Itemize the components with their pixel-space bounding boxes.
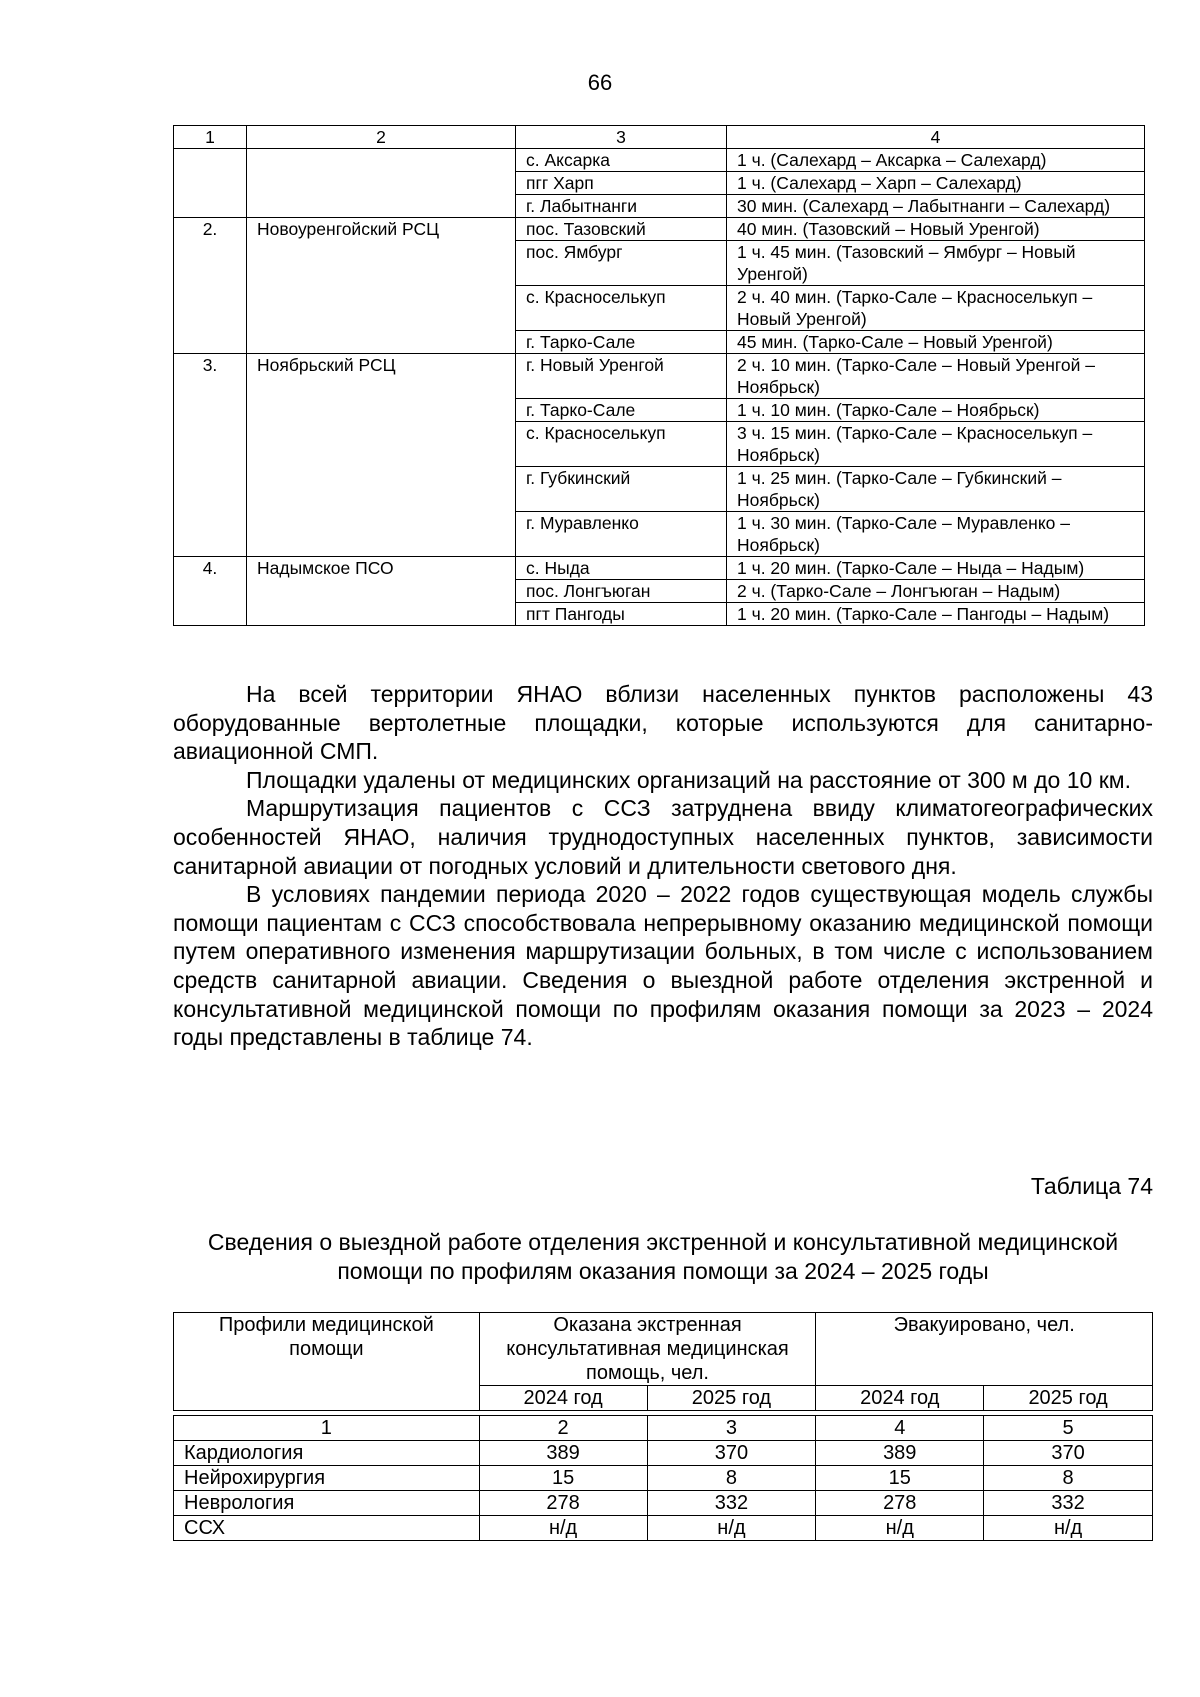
row-number — [174, 149, 247, 218]
row-number: 4. — [174, 557, 247, 626]
place-cell: г. Тарко-Сале — [516, 399, 727, 422]
center-name: Новоуренгойский РСЦ — [247, 218, 516, 354]
time-cell: 2 ч. 10 мин. (Тарко-Сале – Новый Уренгой – Ноябрьск) — [727, 354, 1145, 399]
column-number: 4 — [816, 1416, 984, 1441]
header-profile: Профили медицинской помощи — [174, 1313, 480, 1411]
table-row — [174, 1441, 1153, 1466]
place-cell: г. Лабытнанги — [516, 195, 727, 218]
center-name: Ноябрьский РСЦ — [247, 354, 516, 557]
place-cell: пгт Пангоды — [516, 603, 727, 626]
column-number: 1 — [174, 1416, 480, 1441]
header-year: 2025 год — [647, 1386, 816, 1411]
table-row — [174, 1516, 1153, 1541]
time-cell: 2 ч. (Тарко-Сале – Лонгъюган – Надым) — [727, 580, 1145, 603]
value-cell: 389 — [816, 1441, 984, 1466]
header-cell: 1 — [174, 126, 247, 149]
time-cell: 1 ч. 30 мин. (Тарко-Сале – Муравленко – Ноябрьск) — [727, 512, 1145, 557]
place-cell: пос. Лонгъюган — [516, 580, 727, 603]
row-number: 3. — [174, 354, 247, 557]
time-cell: 30 мин. (Салехард – Лабытнанги – Салехард) — [727, 195, 1145, 218]
value-cell: 370 — [984, 1441, 1153, 1466]
paragraph: Маршрутизация пациентов с ССЗ затруднена ввиду климатогеографических особенностей ЯНАО, наличия труднодоступных населенных пунктов, зависимости санитарной авиации от погодных условий и длительности светового дня. — [173, 795, 1153, 879]
time-cell: 1 ч. 20 мин. (Тарко-Сале – Пангоды – Надым) — [727, 603, 1145, 626]
place-cell: г. Тарко-Сале — [516, 331, 727, 354]
value-cell: 8 — [984, 1466, 1153, 1491]
time-cell: 1 ч. 20 мин. (Тарко-Сале – Ныда – Надым) — [727, 557, 1145, 580]
table-row — [174, 354, 1145, 399]
header-cell: 2 — [247, 126, 516, 149]
header-cell: 3 — [516, 126, 727, 149]
place-cell: с. Аксарка — [516, 149, 727, 172]
value-cell: н/д — [647, 1516, 816, 1541]
time-cell: 3 ч. 15 мин. (Тарко-Сале – Красноселькуп – Ноябрьск) — [727, 422, 1145, 467]
body-text — [173, 680, 1153, 1052]
time-cell: 40 мин. (Тазовский – Новый Уренгой) — [727, 218, 1145, 241]
place-cell: пос. Тазовский — [516, 218, 727, 241]
paragraph: Площадки удалены от медицинских организаций на расстояние от 300 м до 10 км. — [246, 766, 1131, 793]
table-row — [174, 218, 1145, 241]
place-cell: пос. Ямбург — [516, 241, 727, 286]
place-cell: с. Красноселькуп — [516, 286, 727, 331]
place-cell: г. Муравленко — [516, 512, 727, 557]
time-cell: 1 ч. (Салехард – Аксарка – Салехард) — [727, 149, 1145, 172]
column-number: 5 — [984, 1416, 1153, 1441]
value-cell: 278 — [816, 1491, 984, 1516]
place-cell: с. Ныда — [516, 557, 727, 580]
value-cell: 15 — [816, 1466, 984, 1491]
table-row — [174, 557, 1145, 580]
value-cell: н/д — [479, 1516, 647, 1541]
routes-table — [173, 125, 1145, 626]
time-cell: 1 ч. 25 мин. (Тарко-Сале – Губкинский – Ноябрьск) — [727, 467, 1145, 512]
profile-cell: Неврология — [174, 1491, 480, 1516]
value-cell: 332 — [984, 1491, 1153, 1516]
table-row — [174, 149, 1145, 172]
paragraph: На всей территории ЯНАО вблизи населенных пунктов расположены 43 оборудованные вертолетные площадки, которые используются для санитарно-авиационной СМП. — [173, 681, 1153, 765]
header-year: 2024 год — [816, 1386, 984, 1411]
value-cell: 8 — [647, 1466, 816, 1491]
place-cell: с. Красноселькуп — [516, 422, 727, 467]
time-cell: 1 ч. (Салехард – Харп – Салехард) — [727, 172, 1145, 195]
header-cell: 4 — [727, 126, 1145, 149]
profile-cell: ССХ — [174, 1516, 480, 1541]
value-cell: 389 — [479, 1441, 647, 1466]
place-cell: г. Губкинский — [516, 467, 727, 512]
value-cell: 332 — [647, 1491, 816, 1516]
header-year: 2024 год — [479, 1386, 647, 1411]
place-cell: г. Новый Уренгой — [516, 354, 727, 399]
column-number: 2 — [479, 1416, 647, 1441]
value-cell: н/д — [816, 1516, 984, 1541]
paragraph: В условиях пандемии периода 2020 – 2022 годов существующая модель службы помощи пациентам с ССЗ способствовала непрерывному оказанию медицинской помощи путем оперативного изменения маршрутизации больных, в том числе с использованием средств санитарной авиации. Сведения о выездной работе отделения экстренной и консультативной медицинской помощи по профилям оказания помощи за 2023 – 2024 годы представлены в таблице 74. — [173, 881, 1153, 1051]
time-cell: 1 ч. 10 мин. (Тарко-Сале – Ноябрьск) — [727, 399, 1145, 422]
row-number: 2. — [174, 218, 247, 354]
time-cell: 1 ч. 45 мин. (Тазовский – Ямбург – Новый Уренгой) — [727, 241, 1145, 286]
time-cell: 45 мин. (Тарко-Сале – Новый Уренгой) — [727, 331, 1145, 354]
header-provided: Оказана экстренная консультативная медицинская помощь, чел. — [479, 1313, 816, 1386]
profile-cell: Нейрохирургия — [174, 1466, 480, 1491]
table-header-row — [174, 126, 1145, 149]
table-label: Таблица 74 — [1030, 1173, 1153, 1199]
column-number: 3 — [647, 1416, 816, 1441]
center-name: Надымское ПСО — [247, 557, 516, 626]
value-cell: 370 — [647, 1441, 816, 1466]
page-number: 66 — [587, 70, 613, 95]
value-cell: 15 — [479, 1466, 647, 1491]
center-name — [247, 149, 516, 218]
evacuation-table — [173, 1312, 1153, 1541]
table-caption: Сведения о выездной работе отделения экстренной и консультативной медицинской помощи по профилям оказания помощи за 2024 – 2025 годы — [207, 1229, 1119, 1284]
time-cell: 2 ч. 40 мин. (Тарко-Сале – Красноселькуп – Новый Уренгой) — [727, 286, 1145, 331]
value-cell: 278 — [479, 1491, 647, 1516]
table-row — [174, 1466, 1153, 1491]
header-evacuated: Эвакуировано, чел. — [816, 1313, 1153, 1386]
header-year: 2025 год — [984, 1386, 1153, 1411]
value-cell: н/д — [984, 1516, 1153, 1541]
table-number-row — [174, 1416, 1153, 1441]
place-cell: пгг Харп — [516, 172, 727, 195]
profile-cell: Кардиология — [174, 1441, 480, 1466]
table-row — [174, 1491, 1153, 1516]
table-header-row — [174, 1313, 1153, 1386]
